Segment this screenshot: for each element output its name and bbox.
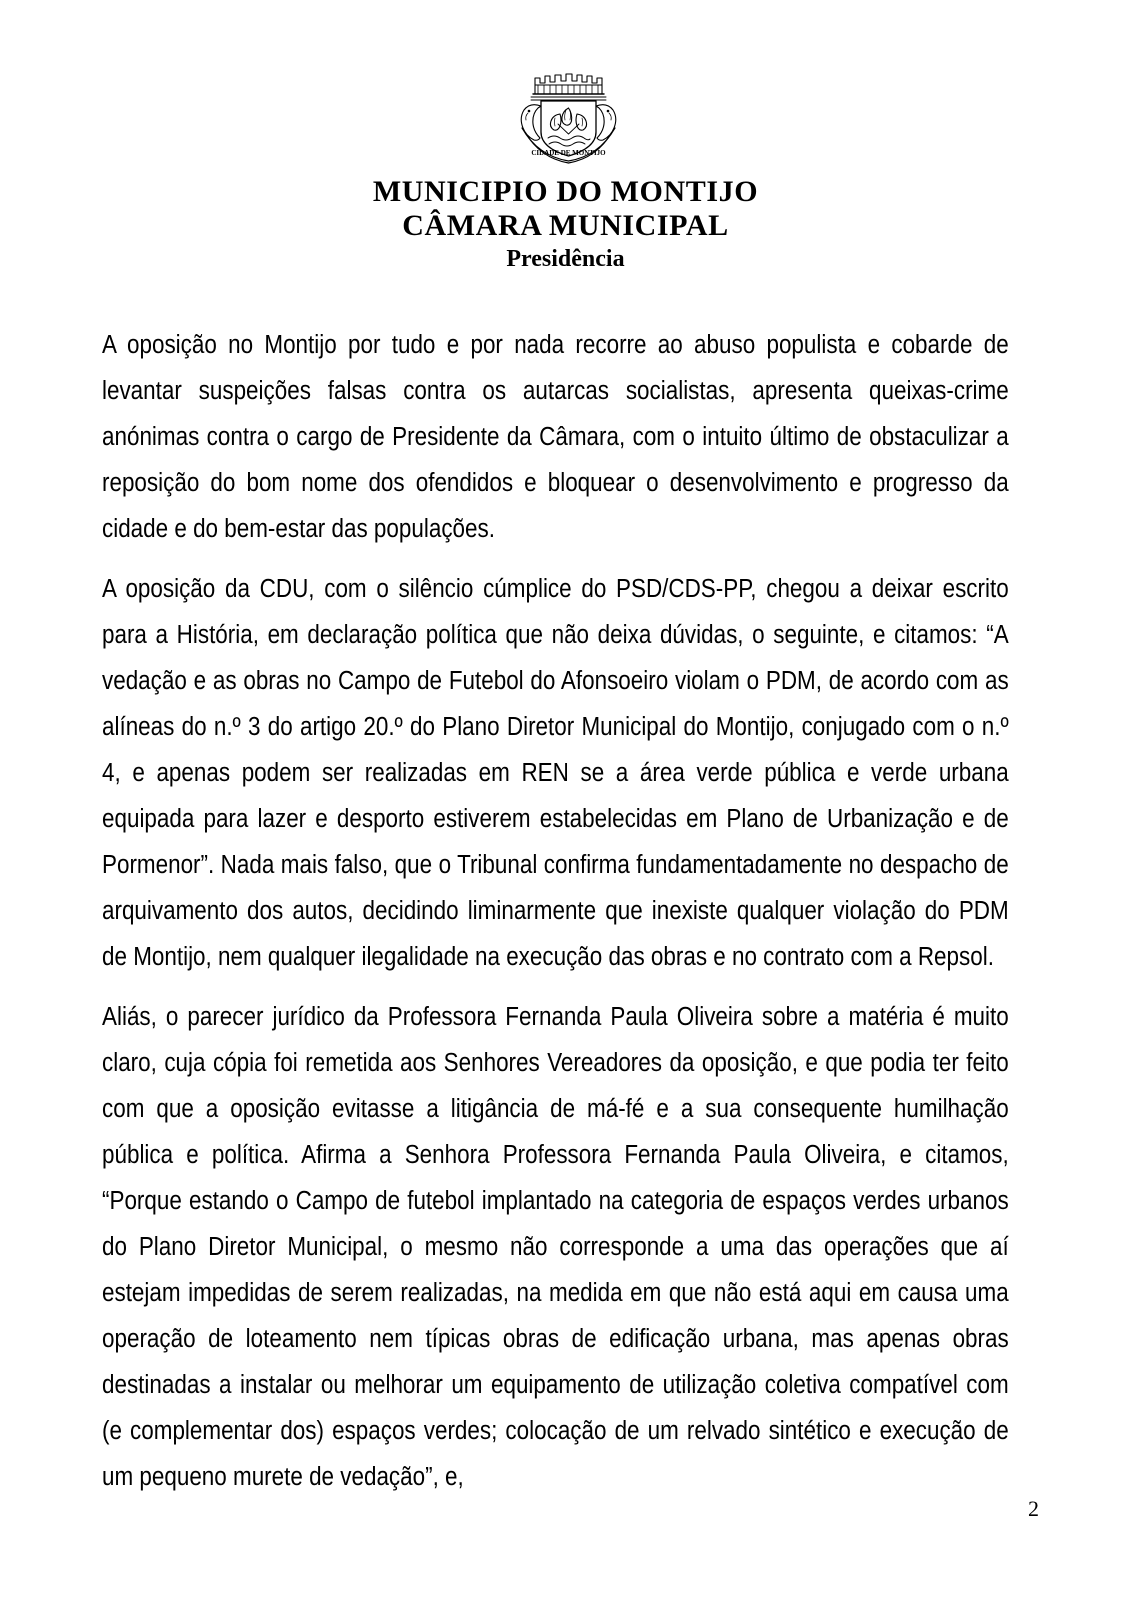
montijo-coat-of-arms-icon [508, 58, 624, 164]
department-title: Presidência [506, 246, 625, 273]
municipality-title: MUNICIPIO DO MONTIJO [372, 175, 759, 208]
paragraph-2: A oposição da CDU, com o silêncio cúmplice do PSD/CDS-PP, chegou a deixar escrito para a História, em declaração política que não deixa dúvidas, o seguinte, e citamos: “A vedação e as obras no Campo de Futebol do Afonsoeiro violam o PDM, de acordo com as alíneas do n.º 3 do artigo 20.º do Plano Diretor Municipal do Montijo, conjugado com o n.º 4, e apenas podem ser realizadas em REN se a área verde pública e verde urbana equipada para lazer e desporto estiverem estabelecidas em Plano de Urbanização e de Pormenor”. Nada mais falso, que o Tribunal confirma fundamentadamente no despacho de arquivamento dos autos, decidindo liminarmente que inexiste qualquer violação do PDM de Montijo, nem qualquer ilegalidade na execução das obras e no contrato com a Repsol. [102, 575, 1009, 971]
council-title: CÂMARA MUNICIPAL [402, 208, 729, 242]
paragraph-3: Aliás, o parecer jurídico da Professora Fernanda Paula Oliveira sobre a matéria é muito claro, cuja cópia foi remetida aos Senhores Vereadores da oposição, e que podia ter feito com que a oposição evitasse a litigância de má-fé e a sua consequente humilhação pública e política. Afirma a Senhora Professora Fernanda Paula Oliveira, e citamos, “Porque estando o Campo de futebol implantado na categoria de espaços verdes urbanos do Plano Diretor Municipal, o mesmo não corresponde a uma das operações que aí estejam impedidas de serem realizadas, na medida em que não está aqui em causa uma operação de loteamento nem típicas obras de edificação urbana, mas apenas obras destinadas a instalar ou melhorar um equipamento de utilização coletiva compatível com (e complementar dos) espaços verdes; colocação de um relvado sintético e execução de um pequeno murete de vedação”, e, [102, 1003, 1009, 1491]
page-number: 2 [1028, 1496, 1039, 1521]
letterhead [0, 0, 1131, 274]
svg-text:CIDADE DE MONTIJO: CIDADE DE MONTIJO [530, 149, 606, 157]
document-body [102, 322, 1009, 1500]
crest-container [0, 0, 1131, 164]
paragraph-1: A oposição no Montijo por tudo e por nada recorre ao abuso populista e cobarde de levantar suspeições falsas contra os autarcas socialistas, apresenta queixas-crime anónimas contra o cargo de Presidente da Câmara, com o intuito último de obstaculizar a reposição do bom nome dos ofendidos e bloquear o desenvolvimento e progresso da cidade e do bem-estar das populações. [102, 331, 1009, 543]
